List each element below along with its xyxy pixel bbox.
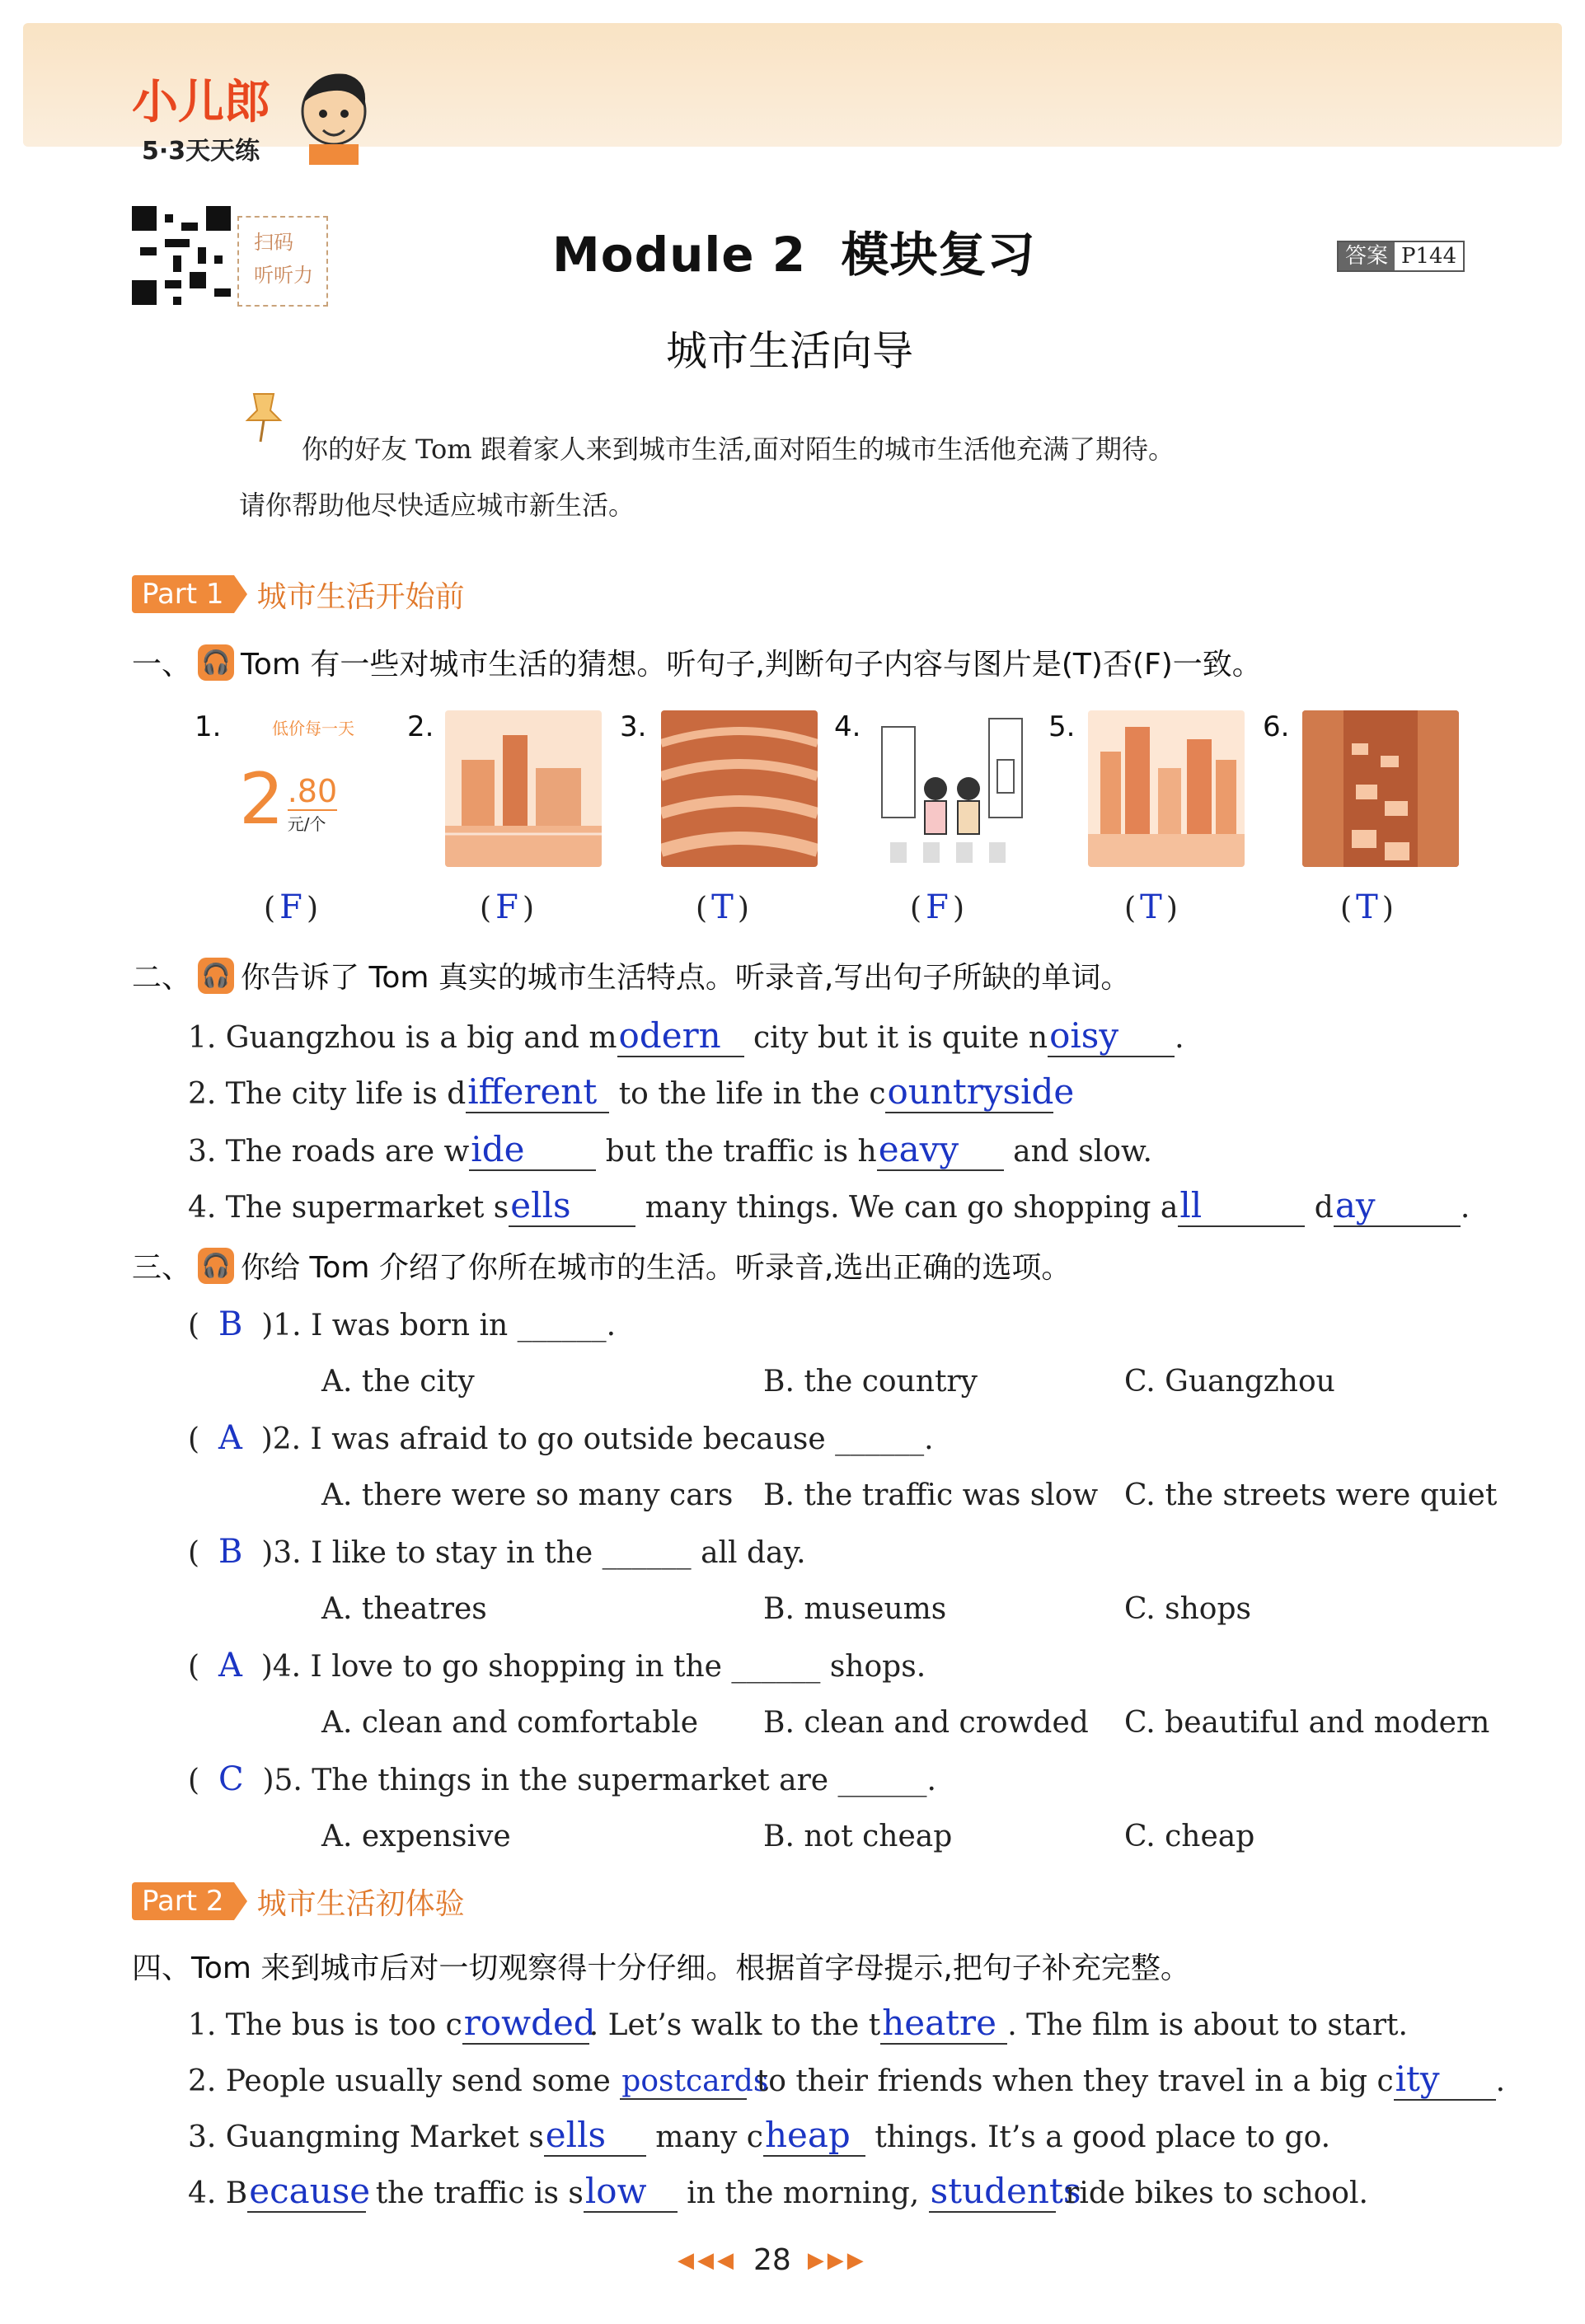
section-4-instruction bbox=[132, 1945, 1190, 1987]
complete-sentence-2 bbox=[188, 2059, 1505, 2101]
section-4-text: Tom 来到城市后对一切观察得十分仔细。根据首字母提示,把句子补充完整。 bbox=[191, 1952, 1190, 1985]
answer-blank[interactable] bbox=[466, 1071, 609, 1113]
price-small: .80 bbox=[287, 773, 338, 809]
item-number: 2. bbox=[407, 710, 434, 743]
handwritten-answer: heap bbox=[764, 2115, 851, 2155]
answer-slot-6: ( T ) bbox=[1340, 888, 1394, 926]
sentence-text: 4. The supermarket s bbox=[188, 1191, 509, 1225]
answer-blank[interactable] bbox=[929, 2171, 1081, 2213]
handwritten-answer: students bbox=[930, 2171, 1081, 2211]
price-caption: 低价每一天 bbox=[272, 719, 354, 738]
sentence-text: . bbox=[1460, 1191, 1470, 1225]
answer-blank[interactable] bbox=[1394, 2059, 1496, 2101]
mc-answer: A bbox=[218, 1419, 242, 1457]
scan-listen-label: 扫码 听听力 bbox=[237, 216, 328, 307]
part-1-header bbox=[132, 575, 465, 613]
option-c[interactable]: C. Guangzhou bbox=[1124, 1365, 1335, 1399]
answer-slot-4: ( F ) bbox=[910, 888, 965, 926]
intro-line-2: 请你帮助他尽快适应城市新生活。 bbox=[239, 490, 635, 521]
answer-blank[interactable] bbox=[620, 2064, 769, 2100]
section-3-instruction bbox=[132, 1244, 1071, 1286]
sentence-text: many things. We can go shopping a bbox=[635, 1191, 1179, 1225]
price-unit: 元/个 bbox=[287, 814, 326, 834]
sentence-text: in the morning, bbox=[677, 2176, 929, 2210]
handwritten-answer: rowded bbox=[463, 2003, 596, 2043]
option-c[interactable]: C. cheap bbox=[1124, 1820, 1255, 1853]
mc-answer: B bbox=[218, 1533, 243, 1571]
answer-blank[interactable] bbox=[1048, 1015, 1175, 1057]
sentence-text: ride bikes to school. bbox=[1055, 2176, 1368, 2210]
option-c[interactable]: C. the streets were quiet bbox=[1124, 1478, 1498, 1512]
qr-code-icon[interactable] bbox=[132, 206, 231, 305]
handwritten-answer: odern bbox=[618, 1015, 721, 1056]
option-c[interactable]: C. beautiful and modern bbox=[1124, 1706, 1490, 1740]
answer-text: F bbox=[926, 888, 949, 926]
answer-blank[interactable] bbox=[877, 1129, 1004, 1171]
mc-question: ( C )5. The things in the supermarket are ______. bbox=[188, 1760, 936, 1798]
headphones-icon[interactable]: 🎧 bbox=[198, 958, 234, 994]
sentence-text: things. It’s a good place to go. bbox=[865, 2120, 1331, 2154]
sentence-text: . Let’s walk to the t bbox=[589, 2008, 881, 2042]
fill-sentence-3 bbox=[188, 1129, 1152, 1171]
mc-stem: )3. I like to stay in the ______ all day. bbox=[261, 1536, 806, 1570]
mc-answer: C bbox=[218, 1760, 244, 1798]
section-1-num: 一、 bbox=[132, 648, 192, 682]
series-name: 5·3天天练 bbox=[142, 137, 260, 166]
item-number: 6. bbox=[1263, 710, 1290, 743]
mc-question: ( A )2. I was afraid to go outside because ______. bbox=[188, 1419, 934, 1457]
left-arrows-icon: ◀◀◀ bbox=[678, 2247, 737, 2273]
sentence-text: 2. People usually send some bbox=[188, 2064, 621, 2098]
part-1-title: 城市生活开始前 bbox=[256, 579, 465, 614]
sentence-text: 1. Guangzhou is a big and m bbox=[188, 1021, 617, 1055]
answer-text: T bbox=[1356, 888, 1378, 926]
section-2-instruction bbox=[132, 954, 1130, 996]
sentence-text: to their friends when they travel in a big c bbox=[747, 2064, 1394, 2098]
sentence-text: to the life in the c bbox=[609, 1077, 886, 1111]
option-b[interactable]: B. not cheap bbox=[763, 1820, 953, 1853]
answer-blank[interactable] bbox=[763, 2115, 865, 2157]
handwritten-answer: low bbox=[584, 2171, 647, 2211]
handwritten-answer: ay bbox=[1334, 1185, 1376, 1225]
right-arrows-icon: ▶▶▶ bbox=[807, 2247, 867, 2273]
handwritten-answer: ity bbox=[1395, 2059, 1440, 2099]
sentence-text: 3. The roads are w bbox=[188, 1135, 470, 1169]
answer-page: P144 bbox=[1401, 244, 1457, 269]
answer-blank[interactable] bbox=[584, 2171, 678, 2213]
answer-text: T bbox=[711, 888, 734, 926]
item-number: 4. bbox=[834, 710, 861, 743]
part-2-title: 城市生活初体验 bbox=[256, 1886, 465, 1921]
price-tag-icon bbox=[239, 715, 379, 864]
tag-arrow-icon bbox=[234, 575, 247, 613]
sentence-text: . bbox=[1175, 1021, 1184, 1055]
option-b[interactable]: B. clean and crowded bbox=[763, 1706, 1089, 1740]
answer-slot-3: ( T ) bbox=[696, 888, 749, 926]
option-a[interactable]: A. expensive bbox=[321, 1820, 511, 1853]
option-a[interactable]: A. theatres bbox=[321, 1592, 487, 1626]
sentence-text: . The film is about to start. bbox=[1007, 2008, 1408, 2042]
answer-blank[interactable] bbox=[544, 2115, 646, 2157]
sentence-text: city but it is quite n bbox=[743, 1021, 1048, 1055]
handwritten-answer: oisy bbox=[1049, 1015, 1119, 1056]
section-4-num: 四、 bbox=[132, 1952, 192, 1985]
fill-sentence-4 bbox=[188, 1185, 1470, 1227]
price-big: 2 bbox=[239, 758, 284, 841]
sentence-text: and slow. bbox=[1003, 1135, 1152, 1169]
theatre-seats-icon bbox=[661, 710, 818, 867]
option-a[interactable]: A. the city bbox=[321, 1365, 475, 1399]
handwritten-answer: heatre bbox=[882, 2003, 996, 2043]
item-number: 5. bbox=[1048, 710, 1076, 743]
sentence-text: . bbox=[1495, 2064, 1506, 2098]
handwritten-answer: ide bbox=[471, 1129, 525, 1169]
answer-blank[interactable] bbox=[1178, 1185, 1305, 1227]
section-1-text: Tom 有一些对城市生活的猜想。听句子,判断句子内容与图片是(T)否(F)一致。 bbox=[241, 648, 1262, 682]
answer-label: 答案 bbox=[1339, 242, 1395, 270]
answer-blank[interactable] bbox=[509, 1185, 635, 1227]
riverside-buildings-icon bbox=[445, 710, 602, 867]
option-b[interactable]: B. the country bbox=[763, 1365, 978, 1399]
answer-blank[interactable] bbox=[885, 1071, 1075, 1113]
sentence-text: many c bbox=[645, 2120, 763, 2154]
mascot-icon bbox=[288, 66, 379, 165]
sentence-text: 4. B bbox=[188, 2176, 248, 2210]
option-a[interactable]: A. there were so many cars bbox=[321, 1478, 734, 1512]
mc-question: ( B )3. I like to stay in the ______ all day. bbox=[188, 1533, 806, 1571]
headphones-icon[interactable]: 🎧 bbox=[198, 644, 234, 681]
handwritten-answer: ecause bbox=[249, 2171, 371, 2211]
fill-sentence-1 bbox=[188, 1015, 1184, 1057]
mc-question: ( A )4. I love to go shopping in the ______ shops. bbox=[188, 1647, 926, 1684]
answer-slot-5: ( T ) bbox=[1124, 888, 1178, 926]
item-number: 1. bbox=[195, 710, 222, 743]
handwritten-answer: ountryside bbox=[887, 1071, 1075, 1112]
mc-answer: A bbox=[218, 1647, 242, 1684]
handwritten-answer: ll bbox=[1179, 1185, 1203, 1225]
answer-text: T bbox=[1140, 888, 1162, 926]
handwritten-answer: ells bbox=[545, 2115, 607, 2155]
handwritten-answer: eavy bbox=[878, 1129, 959, 1169]
handwritten-answer: ells bbox=[510, 1185, 571, 1225]
sentence-text: 1. The bus is too c bbox=[188, 2008, 462, 2042]
complete-sentence-1 bbox=[188, 2003, 1408, 2045]
fill-sentence-2 bbox=[188, 1071, 1075, 1113]
part-1-tag: Part 1 bbox=[132, 575, 234, 613]
handwritten-answer: postcards bbox=[621, 2064, 769, 2098]
answer-blank[interactable] bbox=[1334, 1185, 1461, 1227]
answer-blank[interactable] bbox=[617, 1015, 744, 1057]
mc-question: ( B )1. I was born in ______. bbox=[188, 1305, 617, 1343]
section-1-instruction bbox=[132, 641, 1262, 683]
answer-blank[interactable] bbox=[469, 1129, 596, 1171]
option-b[interactable]: B. the traffic was slow bbox=[763, 1478, 1099, 1512]
sentence-text: but the traffic is h bbox=[596, 1135, 877, 1169]
mc-stem: )5. The things in the supermarket are ______. bbox=[262, 1764, 936, 1797]
section-3-text: 你给 Tom 介绍了你所在城市的生活。听录音,选出正确的选项。 bbox=[241, 1251, 1072, 1285]
tag-arrow-icon bbox=[234, 1882, 247, 1920]
answer-text: F bbox=[495, 888, 518, 926]
mc-stem: )1. I was born in ______. bbox=[261, 1309, 617, 1342]
sentence-text: d bbox=[1305, 1191, 1334, 1225]
children-crossing-road-icon bbox=[874, 710, 1030, 867]
headphones-icon[interactable]: 🎧 bbox=[198, 1248, 234, 1284]
answer-slot-2: ( F ) bbox=[480, 888, 535, 926]
page-number: 28 bbox=[753, 2243, 791, 2277]
mc-answer: B bbox=[218, 1305, 243, 1343]
answer-text: F bbox=[279, 888, 302, 926]
city-skyline-icon bbox=[1088, 710, 1245, 867]
intro-line-1: 你的好友 Tom 跟着家人来到城市生活,面对陌生的城市生活他充满了期待。 bbox=[302, 433, 1175, 465]
busy-traffic-icon bbox=[1302, 710, 1459, 867]
mc-stem: )2. I was afraid to go outside because ______. bbox=[260, 1422, 934, 1456]
handwritten-answer: ifferent bbox=[467, 1071, 598, 1112]
sentence-text: 2. The city life is d bbox=[188, 1077, 467, 1111]
option-c[interactable]: C. shops bbox=[1124, 1592, 1252, 1626]
option-a[interactable]: A. clean and comfortable bbox=[321, 1706, 699, 1740]
part-2-tag: Part 2 bbox=[132, 1882, 234, 1920]
brand-logo: 小儿郎 bbox=[132, 76, 270, 129]
answer-slot-1: ( F ) bbox=[264, 888, 319, 926]
section-2-num: 二、 bbox=[132, 961, 192, 995]
page-footer bbox=[678, 2243, 867, 2277]
complete-sentence-3 bbox=[188, 2115, 1330, 2157]
mc-stem: )4. I love to go shopping in the ______ shops. bbox=[260, 1650, 926, 1684]
sentence-text: 3. Guangming Market s bbox=[188, 2120, 544, 2154]
answer-blank[interactable] bbox=[462, 2003, 596, 2045]
option-b[interactable]: B. museums bbox=[763, 1592, 947, 1626]
page-title: Module 2 模块复习 bbox=[552, 227, 1036, 283]
answer-blank[interactable] bbox=[880, 2003, 1007, 2045]
section-2-text: 你告诉了 Tom 真实的城市生活特点。听录音,写出句子所缺的单词。 bbox=[241, 961, 1131, 995]
section-3-num: 三、 bbox=[132, 1251, 192, 1285]
answer-reference bbox=[1337, 241, 1465, 272]
part-2-header bbox=[132, 1882, 465, 1920]
pushpin-icon bbox=[239, 387, 288, 445]
item-number: 3. bbox=[620, 710, 647, 743]
page-subtitle: 城市生活向导 bbox=[666, 327, 913, 375]
answer-blank[interactable] bbox=[247, 2171, 371, 2213]
sentence-text: the traffic is s bbox=[366, 2176, 584, 2210]
complete-sentence-4 bbox=[188, 2171, 1368, 2213]
